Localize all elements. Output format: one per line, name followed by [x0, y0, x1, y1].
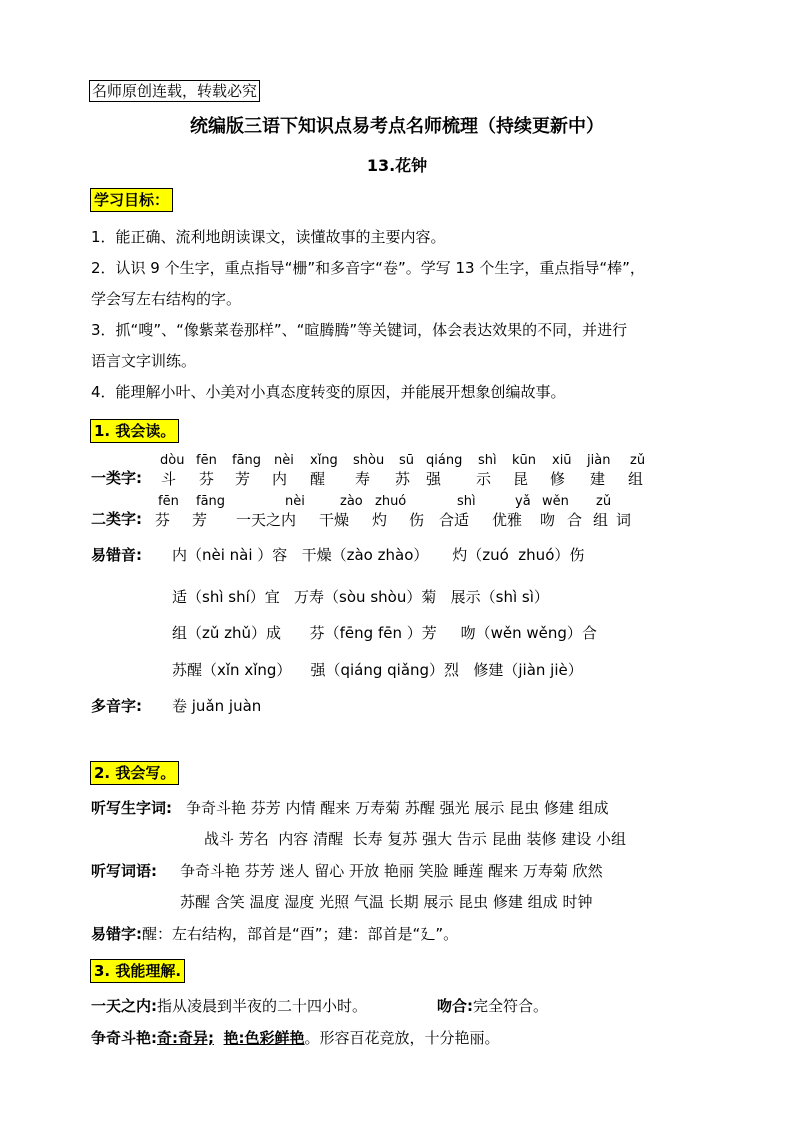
section-heading-understand: 3. 我能理解.: [90, 959, 185, 983]
mistake-text: 醒：左右结构，部首是“酉”；建：部首是“廴”。: [142, 925, 459, 943]
polyphone-text: 卷 juǎn juàn: [172, 697, 262, 715]
pinyin: fāng: [196, 494, 226, 509]
confusing-line: 组（zǔ zhǔ）成 芬（fēng fēn ）芳 吻（wěn wěng）合: [172, 624, 597, 642]
pinyin: zào: [340, 494, 363, 509]
dictation-words-line: 苏醒 含笑 温度 湿度 光照 气温 长期 展示 昆虫 修建 组成 时钟: [180, 893, 593, 911]
character: 修: [550, 470, 566, 488]
pinyin: shì: [478, 453, 497, 468]
character: 内: [272, 470, 288, 488]
pinyin: fēn: [196, 453, 217, 468]
goal-line: 语言文字训练。: [91, 352, 197, 370]
definition: 完全符合。: [473, 997, 549, 1015]
section-heading-write: 2. 我会写。: [90, 761, 179, 785]
dictation-chars-line: 战斗 芳名 内容 清醒 长寿 复苏 强大 告示 昆曲 装修 建设 小组: [204, 830, 626, 848]
pinyin: shòu: [353, 453, 385, 468]
confusing-line: 苏醒（xǐn xǐng） 强（qiáng qiǎng）烈 修建（jiàn jiè）: [172, 661, 583, 679]
dictation-chars-label: 听写生字词:: [91, 799, 172, 817]
pinyin: kūn: [512, 453, 537, 468]
character: 醒: [310, 470, 326, 488]
goal-line: 4．能理解小叶、小美对小真态度转变的原因，并能展开想象创编故事。: [91, 383, 566, 401]
character: 合适: [439, 511, 470, 529]
class1-label: 一类字:: [91, 469, 142, 487]
pinyin: dòu: [160, 453, 185, 468]
document-title: 统编版三语下知识点易考点名师梳理（持续更新中）: [190, 116, 604, 137]
confusing-line: 内（nèi nài ）容 干燥（zào zhào） 灼（zuó zhuó）伤: [172, 546, 585, 564]
term: 争奇斗艳:: [91, 1029, 157, 1047]
pinyin: nèi: [285, 494, 305, 509]
term: 吻合:: [437, 997, 473, 1015]
pinyin: nèi: [274, 453, 294, 468]
character: 一天之内: [236, 511, 297, 529]
pinyin: zhuó: [375, 494, 407, 509]
confusing-line: 适（shì shí）宜 万寿（sòu shòu）菊 展示（shì sì）: [172, 588, 549, 606]
character: 强: [426, 470, 442, 488]
character: 组: [593, 511, 609, 529]
character: 示: [476, 470, 492, 488]
dictation-words-line: 争奇斗艳 芬芳 迷人 留心 开放 艳丽 笑脸 睡莲 醒来 万寿菊 欣然: [180, 862, 603, 880]
pinyin: yǎ: [515, 494, 531, 509]
character: 干燥: [319, 511, 350, 529]
character: 芳: [192, 511, 208, 529]
dictation-chars-line: 争奇斗艳 芬芳 内情 醒来 万寿菊 苏醒 强光 展示 昆虫 修建 组成: [186, 799, 609, 817]
pinyin: qiáng: [426, 453, 463, 468]
mistake-label: 易错字:: [91, 925, 142, 943]
definition-line: [91, 1027, 500, 1049]
goal-line: 2．认识 9 个生字，重点指导“栅”和多音字“卷”。学写 13 个生字，重点指导“棒”，: [91, 259, 645, 277]
polyphone-label: 多音字:: [91, 697, 142, 715]
character: 灼: [372, 511, 388, 529]
character: 寿: [355, 470, 371, 488]
character: 芬: [155, 511, 171, 529]
goal-line: 学会写左右结构的字。: [91, 290, 242, 308]
confusing-label: 易错音:: [91, 546, 142, 564]
definition-part: 奇:奇异;: [157, 1029, 214, 1047]
definition-line: [437, 995, 548, 1017]
character: 伤: [409, 511, 425, 529]
term: 一天之内:: [91, 997, 157, 1015]
definition: 。形容百花竞放，十分艳丽。: [304, 1029, 500, 1047]
goal-line: 1．能正确、流利地朗读课文，读懂故事的主要内容。: [91, 228, 446, 246]
character: 芬: [199, 470, 215, 488]
pinyin: jiàn: [587, 453, 611, 468]
character: 斗: [161, 470, 177, 488]
pinyin: shì: [457, 494, 476, 509]
character: 苏: [395, 470, 411, 488]
dictation-words-label: 听写词语:: [91, 862, 157, 880]
copyright-stamp: 名师原创连载，转载必究: [89, 80, 260, 102]
definition: 指从凌晨到半夜的二十四小时。: [157, 997, 368, 1015]
section-heading-read: 1. 我会读。: [90, 419, 179, 443]
pinyin: xǐng: [310, 453, 338, 468]
character: 优雅: [492, 511, 523, 529]
pinyin: fēn: [158, 494, 179, 509]
pinyin: wěn: [542, 494, 569, 509]
section-heading-goals: 学习目标：: [90, 188, 173, 212]
character: 组: [628, 470, 644, 488]
mistake-line: [91, 923, 458, 945]
pinyin: xiū: [552, 453, 572, 468]
definition-line: [91, 995, 367, 1017]
lesson-title: 13.花钟: [366, 156, 428, 175]
definition-part: 艳:色彩鲜艳: [223, 1029, 305, 1047]
character: 芳: [235, 470, 251, 488]
character: 词: [616, 511, 632, 529]
character: 合: [567, 511, 583, 529]
pinyin: fāng: [232, 453, 262, 468]
goal-line: 3．抓“嗖”、“像紫菜卷那样”、“暄腾腾”等关键词，体会表达效果的不同，并进行: [91, 321, 628, 339]
character: 吻: [540, 511, 556, 529]
class2-label: 二类字:: [91, 510, 142, 528]
pinyin: zǔ: [596, 494, 612, 509]
character: 建: [590, 470, 606, 488]
pinyin: sū: [399, 453, 415, 468]
pinyin: zǔ: [630, 453, 646, 468]
character: 昆: [513, 470, 529, 488]
